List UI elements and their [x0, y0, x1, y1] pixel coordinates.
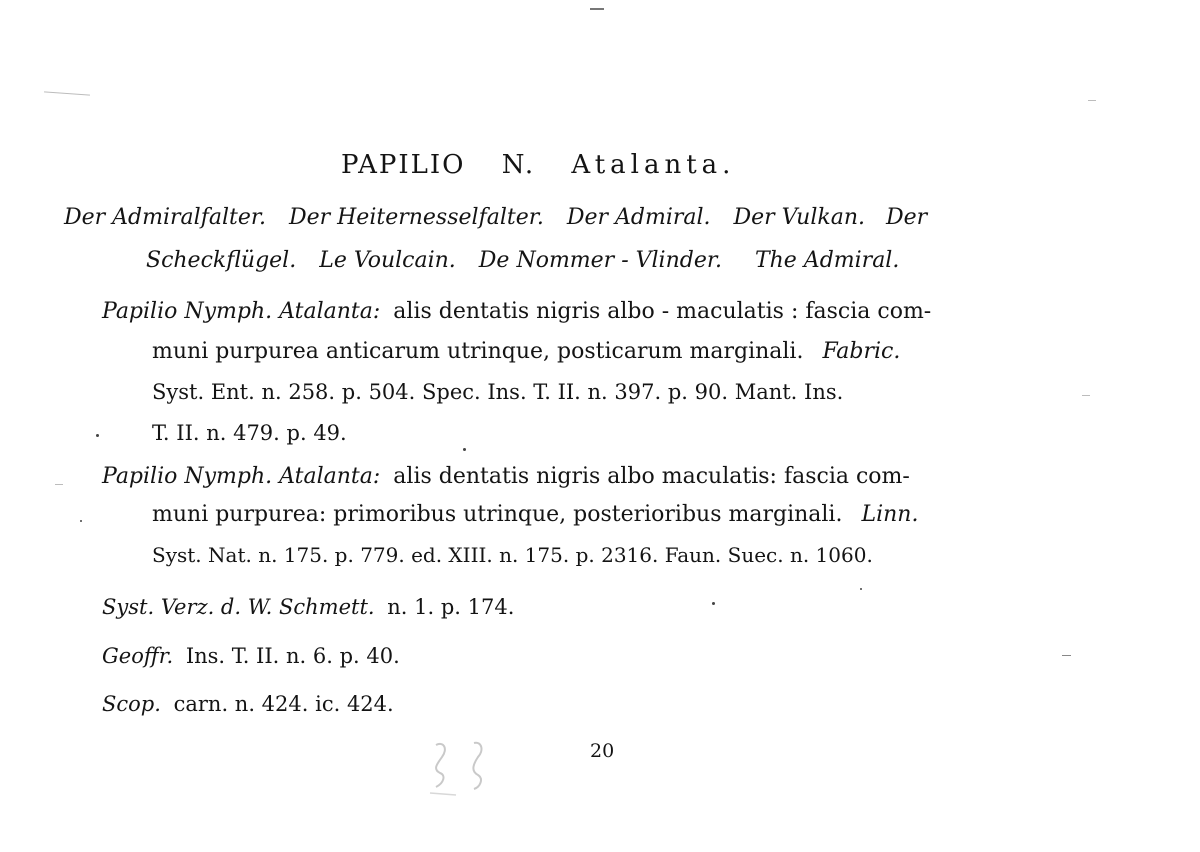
page-number: 20	[590, 740, 615, 762]
author-reference: Fabric.	[822, 339, 901, 364]
ink-speck	[463, 448, 466, 451]
diagnosis-text: alis dentatis nigris albo maculatis: fascia com-	[393, 464, 910, 489]
scan-mark	[1088, 100, 1096, 101]
scan-mark	[1082, 395, 1090, 396]
diagnosis-text: muni purpurea: primoribus utrinque, posterioribus marginali.	[152, 502, 843, 527]
taxon-name: Papilio Nymph. Atalanta:	[102, 464, 381, 489]
vernacular-name: Der Heiternesselfalter.	[288, 205, 544, 230]
reference-source: Geoffr.	[102, 644, 174, 668]
entry-linnaeus-line-1	[102, 466, 910, 488]
reference-source: Scop.	[102, 692, 161, 716]
ink-speck	[80, 520, 82, 522]
genus-abbreviation: N.	[501, 150, 536, 180]
species-name: Atalanta.	[571, 150, 736, 180]
pencil-mark	[418, 735, 508, 805]
entry-fabricius-line-1	[102, 301, 931, 323]
scan-mark	[590, 8, 604, 10]
vernacular-name: The Admiral.	[754, 248, 900, 273]
citation-text: T. II. n. 479. p. 49.	[152, 421, 347, 445]
diagnosis-text: muni purpurea anticarum utrinque, posticarum marginali.	[152, 339, 804, 364]
author-reference: Linn.	[861, 502, 919, 527]
reference-syst-verz	[102, 597, 514, 618]
vernacular-name: De Nommer - Vlinder.	[478, 248, 722, 273]
vernacular-name: Der Admiralfalter.	[64, 205, 266, 230]
vernacular-name: Der	[885, 205, 928, 230]
scan-mark	[1062, 655, 1071, 656]
vernacular-line-2	[146, 250, 899, 272]
ink-speck	[96, 434, 99, 437]
reference-source: Syst. Verz. d. W. Schmett.	[102, 595, 375, 619]
genus-name: PAPILIO	[341, 150, 466, 180]
citation-text: Syst. Ent. n. 258. p. 504. Spec. Ins. T. II. n. 397. p. 90. Mant. Ins.	[152, 380, 844, 404]
vernacular-name: Scheckflügel.	[146, 248, 297, 273]
ink-speck	[860, 588, 862, 590]
entry-fabricius-line-4	[152, 423, 347, 444]
entry-linnaeus-line-2	[152, 504, 918, 526]
vernacular-line-1	[64, 207, 927, 229]
entry-linnaeus-line-3	[152, 545, 873, 565]
reference-detail: carn. n. 424. ic. 424.	[173, 692, 394, 716]
page-title	[341, 152, 735, 178]
scan-mark	[44, 91, 90, 95]
entry-fabricius-line-2	[152, 341, 900, 363]
reference-detail: n. 1. p. 174.	[387, 595, 515, 619]
taxon-name: Papilio Nymph. Atalanta:	[102, 299, 381, 324]
vernacular-name: Le Voulcain.	[319, 248, 456, 273]
vernacular-name: Der Vulkan.	[733, 205, 865, 230]
ink-speck	[712, 602, 715, 605]
scan-mark	[55, 484, 63, 485]
reference-detail: Ins. T. II. n. 6. p. 40.	[185, 644, 400, 668]
reference-geoffroy	[102, 646, 400, 667]
reference-scopoli	[102, 694, 394, 715]
entry-fabricius-line-3	[152, 382, 843, 403]
diagnosis-text: alis dentatis nigris albo - maculatis : fascia com-	[393, 299, 932, 324]
citation-text: Syst. Nat. n. 175. p. 779. ed. XIII. n. 175. p. 2316. Faun. Suec. n. 1060.	[152, 543, 873, 567]
vernacular-name: Der Admiral.	[566, 205, 711, 230]
